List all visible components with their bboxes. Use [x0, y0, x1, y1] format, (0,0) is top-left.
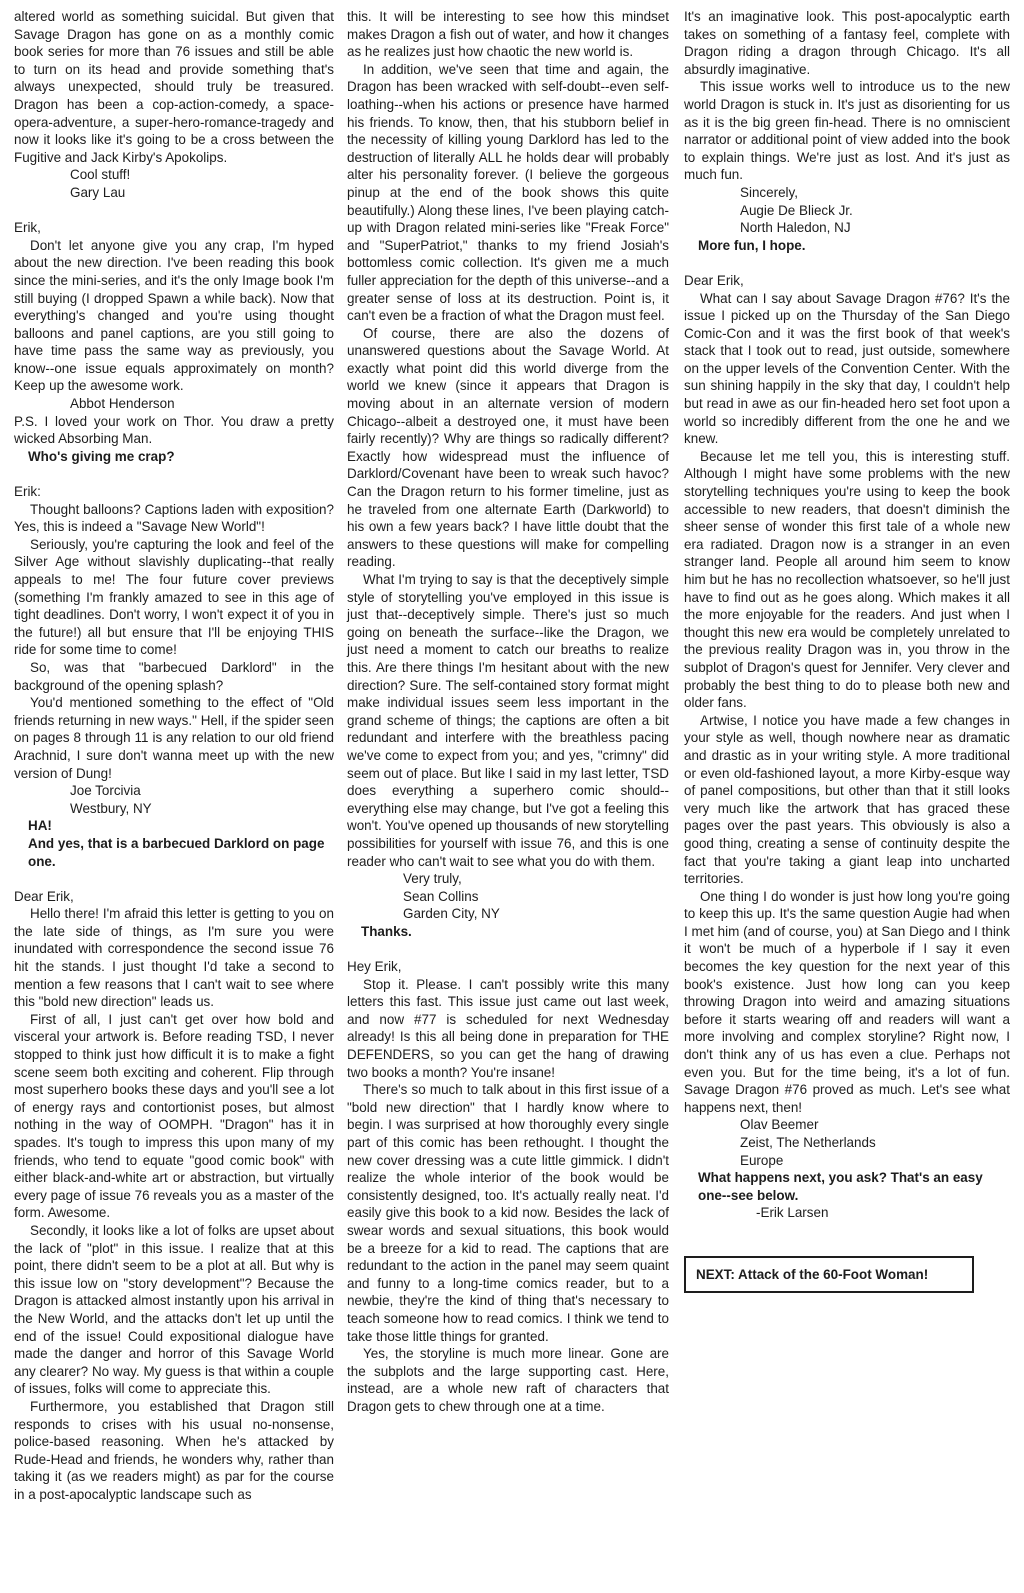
letter-salutation: Dear Erik, [14, 888, 74, 904]
column-2 [347, 8, 669, 1416]
editor-reply: Thanks. [361, 923, 412, 939]
letter-paragraph: Because let me tell you, this is interesting stuff. Although I might have some problems with the new storytelling techniques you're using to keep the book accessible to new readers, that doesn't diminish the sheer sense of wonder this first tale of a whole new era radiated. Dragon now is a stranger in an even stranger land. People all around him seem to know him but he has no recollection whatsoever, so he'll just have to find out as he goes along. Which makes it all the more enjoyable for the readers. And just when I thought this new era would be completely unrelated to the previous reality Dragon was in, you throw in the subplot of Dragon's quest for Jennifer. Very clever and probably the best thing to do to please both new and older fans. [684, 448, 1010, 711]
letter-paragraph: Stop it. Please. I can't possibly write this many letters this fast. This issue just came out last week, and now #77 is scheduled for next Wednesday already! Is this all being done in preparation for THE DEFENDERS, so you can get the hang of drawing two books a month? You're insane! [347, 976, 669, 1080]
letter [684, 8, 1010, 254]
letter-paragraph: Hello there! I'm afraid this letter is getting to you on the late side of things, as I'm sure you were inundated with correspondence the second issue 76 hit the stands. I just thought I'd take a second to mention a few reasons that I can't wait to see where this "bold new direction" leads us. [14, 906, 334, 1010]
letter-signature: Sincerely, [740, 184, 799, 200]
letter-paragraph: In addition, we've seen that time and again, the Dragon has been wracked with self-doubt--even self-loathing--when his actions or presence have harmed his friends. To know, then, that his stubborn belief in the necessity of killing young Darklord has led to the destruction of literally ALL he holds dear will probably alter his personality forever. (I believe the gorgeous pinup at the end of the book shows this quite beautifully.) Along these lines, I've been playing catch-up with Dragon related mini-series like "Freak Force" and "SuperPatriot," thanks to my friend Josiah's bottomless comic collection. It's given me a much fuller appreciation for the depth of this universe--and a greater sense of loss at its destruction. Point is, it can't even be a fraction of what the Dragon must feel. [347, 61, 669, 324]
letter-postscript: P.S. I loved your work on Thor. You draw a pretty wicked Absorbing Man. [14, 413, 334, 447]
letter-salutation: Erik, [14, 220, 41, 236]
letter-signature: Very truly, [403, 871, 462, 887]
letter-salutation: Dear Erik, [684, 272, 744, 288]
letter-signature: Sean Collins [403, 888, 479, 904]
letter-paragraph: Seriously, you're capturing the look and feel of the Silver Age without slavishly duplicating--that really appeals to me! The four future cover previews (something I'm frankly amazed to see in this age of tight deadlines. Don't worry, I won't expect it of you in the future!) all but ensure that I'll be enjoying THIS ride for some time to come! [14, 536, 334, 658]
letter-paragraph: There's so much to talk about in this first issue of a "bold new direction" that I hardly know where to begin. I was surprised at how thoroughly every single part of this comic has been rethought. I thought the new cover dressing was a cute little gimmick. I didn't realize the whole interior of the book would be consistently designed, too. It's actually really neat. I'd easily give this book to a kid now. Besides the lack of swear words and sexual situations, this book would be a breeze for a kid to read. The captions that are redundant to the action in the panel may seem quaint and funny to a long-time comics reader, but to a newbie, they're the kind of thing that's necessary to teach someone how to read comics. I think we tend to take those little things for granted. [347, 1082, 669, 1344]
letter-paragraph: You'd mentioned something to the effect of "Old friends returning in new ways." Hell, if the spider seen on pages 8 through 11 is any relation to our old friend Arachnid, I sure don't wanna meet up with the new version of Dung! [14, 695, 334, 781]
letter-paragraph: Don't let anyone give you any crap, I'm hyped about the new direction. I've been reading this book since the mini-series, and it's the only Image book I'm still buying (I dropped Spawn a while back). Now that everything's changed and you're using thought balloons and panel captions, are you still going to have time pass the same way as previously, you know--one issue equals approximately on month? Keep up the awesome work. [14, 237, 334, 394]
letter-paragraph: What I'm trying to say is that the deceptively simple style of storytelling you've employed in this issue is just that--deceptively simple. There's just so much going on beneath the surface--like the Dragon, we just need a moment to catch our breaths to realize this. Are there things I'm hesitant about with the new direction? Sure. The self-contained story format might make individual issues seem less important in the grand scheme of things; the captions are often a bit redundant and interfere with the breathless pacing we've come to expect from you; and yes, "crimny" did seem out of place. But like I said in my last letter, TSD does everything a superhero comic should--everything else may change, but I've got a feeling this won't. You've opened up thousands of new storytelling possibilities for yourself with issue 76, and this is one reader who can't wait to see what you do with them. [347, 572, 669, 869]
letter-paragraph: First of all, I just can't get over how bold and visceral your artwork is. Before reading TSD, I never stopped to think just how difficult it is to make a fight scene seem both exciting and coherent. Flip through most superhero books these days and you'll see a lot of energy rays and contortionist poses, but almost nothing in the way of OOMPH. "Dragon" has it in spades. It's tough to impress this upon many of my friends, who tend to equate "good comic book" with either black-and-white art or abstraction, but virtually every page of issue 76 reveals you as a master of the form. Awesome. [14, 1011, 334, 1221]
letter-paragraph: Thought balloons? Captions laden with exposition? Yes, this is indeed a "Savage New World"! [14, 501, 334, 535]
letter-paragraph: Artwise, I notice you have made a few changes in your style as well, though nowhere near as dramatic and drastic as in your writing style. A more traditional or even old-fashioned layout, a more Kirby-esque way of panel compositions, but other than that it still looks very much like the artwork that has graced these pages over the past years. This obviously is also a good thing, creating a sense of continuity despite the fact that you're taking a giant leap into uncharted territories. [684, 712, 1010, 887]
letter-paragraph: Yes, the storyline is much more linear. Gone are the subplots and the large supporting cast. Here, instead, are a whole new raft of characters that Dragon gets to chew through one at a time. [347, 1346, 669, 1414]
next-issue-box: NEXT: Attack of the 60-Foot Woman! [684, 1256, 974, 1293]
letter-paragraph: Of course, there are also the dozens of unanswered questions about the Savage World. At exactly what point did this world diverge from the world we knew (since it appears that Dragon is moving about in an alternate version of modern Chicago--albeit a destroyed one, it must have been fairly recently)? Why are things so radically different? Exactly how widespread must the influence of Darklord/Covenant have been to wreak such havoc? Can the Dragon return to his former timeline, just as he traveled from one alternate Earth (Darkworld) to his own a few years back? I have little doubt that the answers to these questions will make for compelling reading. [347, 325, 669, 570]
column-3 [684, 8, 1010, 1293]
letter-signature: Garden City, NY [403, 906, 500, 922]
letter-signature: Gary Lau [70, 184, 126, 200]
letter-signature: Cool stuff! [70, 167, 131, 183]
letter [14, 8, 334, 202]
letter [347, 958, 669, 1415]
letter-paragraph: altered world as something suicidal. But given that Savage Dragon has gone on as a monthly comic book series for more than 76 issues and still be able to turn on its head and provide something that's always unexpected, should truly be treasured. Dragon has been a cop-action-comedy, a space-opera-adventure, a super-hero-romance-tragedy and now it looks like it's going to be a cross between the Fugitive and Jack Kirby's Apokolips. [14, 9, 334, 165]
letter-signature: North Haledon, NJ [740, 220, 851, 236]
letter-paragraph: So, was that "barbecued Darklord" in the background of the opening splash? [14, 659, 334, 693]
editor-reply: And yes, that is a barbecued Darklord on page one. [28, 835, 325, 869]
letter-paragraph: This issue works well to introduce us to the new world Dragon is stuck in. It's just as disorienting for us as it is the big green fin-head. There is no omniscient narrator or additional point of view added into the book to explain things. We're just as lost. And it's just as much fun. [684, 79, 1010, 183]
letter-paragraph: What can I say about Savage Dragon #76? It's the issue I picked up on the Thursday of the San Diego Comic-Con and it was the first book of that week's stack that I took out to read, just outside, somewhere on the upper levels of the Convention Center. With the sun shining happily in the sky that day, I couldn't help but read in awe as our fin-headed hero set foot upon a world so incredibly different from the one he and we knew. [684, 290, 1010, 447]
letter-paragraph: Furthermore, you established that Dragon still responds to crises with his usual no-nonsense, police-based reasoning. When he's attacked by Rude-Head and friends, he wonders why, rather than taking it (as we readers might) as par for the course in a post-apocalyptic landscape such as [14, 1398, 334, 1502]
letter-salutation: Hey Erik, [347, 959, 402, 975]
editor-reply: HA! [28, 818, 52, 834]
letter-paragraph: One thing I do wonder is just how long you're going to keep this up. It's the same question Augie had when I met him (and of course, you) at San Diego and I think it won't be much of a hyperbole if I say it even becomes the key question for the next year of this book's existence. Just how long can you keep throwing Dragon into weird and amazing situations before it starts wearing off and readers will want a more involving and complex storyline? Right now, I don't think any of us has even a clue. Perhaps not even you. But for the time being, it's a lot of fun. Savage Dragon #76 proved as much. Let's see what happens next, then! [684, 888, 1010, 1115]
letter-signature: Zeist, The Netherlands [740, 1135, 876, 1150]
letter-paragraph: Secondly, it looks like a lot of folks are upset about the lack of "plot" in this issue. I realize that at this point, there didn't seem to be a plot at all. But why is this issue low on "story development"? Because the Dragon is attacked almost instantly upon his arrival in the New World, and the attacks don't let up until the end of the issue! Could expositional dialogue have made the danger and horror of this Savage World any clearer? No way. My guess is that within a couple of issues, folks will come to appreciate this. [14, 1222, 334, 1397]
editor-signature: -Erik Larsen [756, 1205, 829, 1221]
letter-paragraph: this. It will be interesting to see how this mindset makes Dragon a fish out of water, and how it changes as he realizes just how chaotic the new world is. [347, 9, 669, 60]
letter [14, 219, 334, 465]
letter-signature: Augie De Blieck Jr. [740, 202, 853, 218]
letter-paragraph: It's an imaginative look. This post-apocalyptic earth takes on something of a fantasy feel, complete with Dragon riding a dragon through Chicago. It's all absurdly imaginative. [684, 9, 1010, 77]
letter-signature: Abbot Henderson [70, 396, 175, 412]
editor-reply: More fun, I hope. [698, 237, 806, 253]
letter [14, 888, 334, 1504]
letter [684, 272, 1010, 1222]
letter-signature: Olav Beemer [740, 1117, 819, 1133]
letter-signature: Europe [740, 1152, 784, 1168]
letter-signature: Westbury, NY [70, 800, 152, 816]
letter [347, 8, 669, 940]
letter [14, 483, 334, 870]
editor-reply: What happens next, you ask? That's an easy one--see below. [698, 1170, 983, 1203]
column-1 [14, 8, 334, 1503]
letter-salutation: Erik: [14, 484, 41, 500]
letter-signature: Joe Torcivia [70, 783, 141, 799]
editor-reply: Who's giving me crap? [28, 448, 175, 464]
